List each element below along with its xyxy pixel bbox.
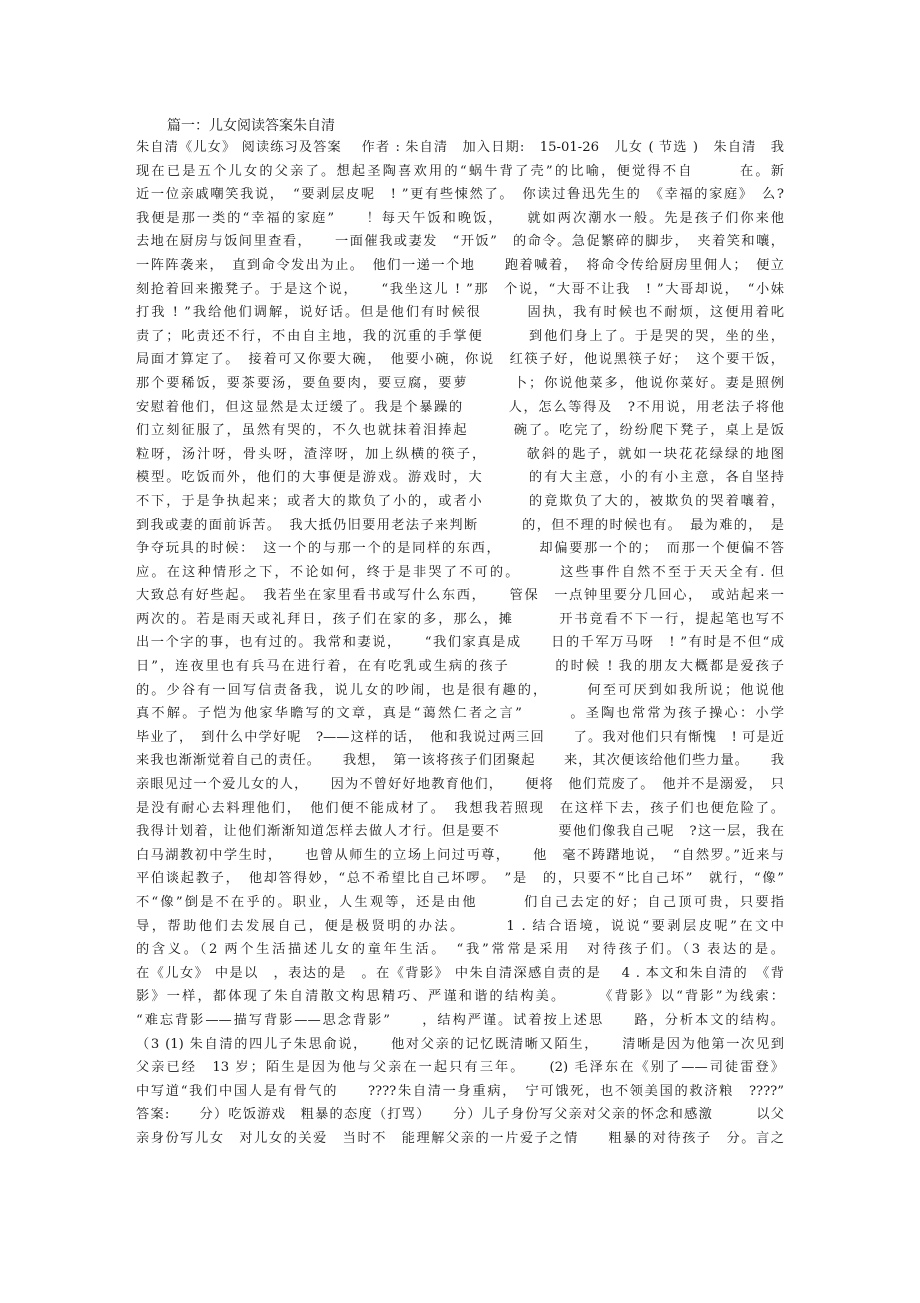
text-line: 打我 ! ”我给他们调解，说好话。但是他们有时候很 固执，我有时候也不耐烦，这便用着叱 [136,305,784,321]
text-line: 平伯谈起教子， 他却答得妙，“总不希望比自己坏啰。 ”是 的，只要不“比自己坏” 就行，“像” [136,871,784,887]
text-line: 安慰着他们，但这显然是太迂缓了。我是个暴躁的 人，怎么等得及 ?不用说，用老法子将他 [136,399,784,415]
text-line: 到我或妻的面前诉苦。 我大抵仍旧要用老法子来判断 的，但不理的时候也有。 最为难的， 是 [136,517,784,533]
text-line: 局面才算定了。 接着可又你要大碗， 他要小碗，你说 红筷子好，他说黑筷子好； 这个要干饭， [136,352,784,368]
text-line: 导，帮助他们去发展自己，便是极贤明的办法。 1 . 结合语境，说说“要剥层皮呢”在文中 [136,918,784,934]
document-body [136,136,784,1151]
text-line: 不下，于是争执起来；或者大的欺负了小的，或者小 的竟欺负了大的，被欺负的哭着嚷着， [136,493,784,509]
text-line: 的。少谷有一回写信责备我，说儿女的吵闹，也是很有趣的， 何至可厌到如我所说；他说他 [136,682,784,698]
text-line: 两次的。若是雨天或礼拜日，孩子们在家的多，那么，摊 开书竟看不下一行，提起笔也写不 [136,611,784,627]
text-line: 亲眼见过一个爱儿女的人， 因为不曾好好地教育他们， 便将 他们荒废了。 他并不是溺爱， 只 [136,777,784,793]
text-line: 争夺玩具的时候： 这一个的与那一个的是同样的东西， 却偏要那一个的； 而那一个便偏不答 [136,541,784,557]
text-line: 刻抢着回来搬凳子。于是这个说， “我坐这儿 ! ”那 个说，“大哥不让我 ! ”大哥却说， “小妹 [136,281,784,297]
page-title: 篇一：儿女阅读答案朱自清 [167,118,335,134]
text-line: 日”，连夜里也有兵马在进行着，在有吃乳或生病的孩子 的时候 ! 我的朋友大概都是爱孩子 [136,659,784,675]
text-line: 近一位亲戚嘲笑我说， “要剥层皮呢 ! ”更有些悚然了。 你读过鲁迅先生的 《幸福的家庭》 么? [136,187,784,203]
text-line: 一阵阵袭来， 直到命令发出为止。 他们一递一个地 跑着喊着， 将命令传给厨房里佣人； 便立 [136,257,784,273]
text-line: 来我也渐渐觉着自己的责任。 我想， 第一该将孩子们团聚起 来，其次便该给他们些力量。 我 [136,753,784,769]
text-line: 们立刻征服了，虽然有哭的，不久也就抹着泪捧起 碗了。吃完了，纷纷爬下凳子，桌上是饭 [136,423,784,439]
text-line: 的含义。（2 两个生活描述儿女的童年生活。 “我”常常是采用 对待孩子们。（3 表达的是。 [136,942,784,958]
text-line: 亲身份写儿女 对儿女的关爱 当时不 能理解父亲的一片爱子之情 粗暴的对待孩子 分。言之 [136,1130,784,1146]
text-line: 我得计划着，让他们渐渐知道怎样去做人才行。但是要不 要他们像我自己呢 ?这一层，我在 [136,824,784,840]
text-line: 在《儿女》 中是以 ，表达的是 。在《背影》 中朱自清深感自责的是 4 . 本文和朱自清的 《背 [136,965,784,981]
text-line: 那个要稀饭，要茶要汤，要鱼要肉，要豆腐，要萝 卜；你说他菜多，他说你菜好。妻是照例 [136,375,784,391]
text-line: （3 (1) 朱自清的四儿子朱思俞说， 他对父亲的记忆既清晰又陌生， 清晰是因为他第一次见到 [136,1036,784,1052]
text-line: 粒呀，汤汁呀，骨头呀，渣滓呀，加上纵横的筷子， 欹斜的匙子，就如一块花花绿绿的地图 [136,446,784,462]
text-line: 朱自清《儿女》 阅读练习及答案 作者 : 朱自清 加入日期: 15-01-26 儿女 ( 节选 ) 朱自清 我 [136,140,784,155]
text-line: 父亲已经 13 岁；陌生是因为他与父亲在一起只有三年。 (2) 毛泽东在《别了——司徒雷登》 [136,1060,784,1076]
text-line: “难忘背影——描写背影——思念背影” ，结构严谨。试着按上述思 路，分析本文的结构。 [136,1012,784,1028]
text-line: 我便是那一类的“幸福的家庭” ！每天午饭和晚饭， 就如两次潮水一般。先是孩子们你来他 [136,210,784,226]
text-line: 白马湖教初中学生时， 也曾从师生的立场上问过丏尊， 他 毫不踌躇地说， “自然罗。”近来与 [136,847,784,863]
text-line: 去地在厨房与饭间里查看， 一面催我或妻发 “开饭” 的命令。急促繁碎的脚步， 夹着笑和嚷， [136,234,784,250]
text-line: 出一个字的事，也有过的。我常和妻说， “我们家真是成 日的千军万马呀 ! ”有时是不但“成 [136,635,784,651]
text-line: 责了；叱责还不行，不由自主地，我的沉重的手掌便 到他们身上了。于是哭的哭，坐的坐， [136,328,784,344]
text-line: 中写道“我们中国人是有骨气的 ????朱自清一身重病， 宁可饿死，也不领美国的救济粮 ????” [136,1083,784,1099]
text-line: 影》一样，都体现了朱自清散文构思精巧、严谨和谐的结构美。 《背影》以“背影”为线索： [136,989,784,1005]
text-line: 应。在这种情形之下，不论如何，终于是非哭了不可的。 这些事件自然不至于天天全有. 但 [136,564,784,580]
text-line: 毕业了， 到什么中学好呢 ?——这样的话， 他和我说过两三回 了。我对他们只有惭愧 ! 可是近 [136,729,784,745]
text-line: 大致总有好些起。 我若坐在家里看书或写什么东西， 管保 一点钟里要分几回心， 或站起来一 [136,588,784,604]
text-line: 现在已是五个儿女的父亲了。想起圣陶喜欢用的“蜗牛背了壳”的比喻，便觉得不自 在。新 [136,163,784,179]
text-line: 是没有耐心去料理他们， 他们便不能成材了。 我想我若照现 在这样下去，孩子们也便危险了。 [136,800,784,816]
text-line: 真不解。子恺为他家华瞻写的文章，真是“蔼然仁者之言” 。圣陶也常常为孩子操心：小学 [136,706,784,722]
text-line: 答案: 分）吃饭游戏 粗暴的态度（打骂） 分）儿子身份写父亲对父亲的怀念和感激 以父 [136,1107,784,1123]
text-line: 不“像”倒是不在乎的。职业，人生观等，还是由他 们自己去定的好；自己顶可贵，只要指 [136,895,784,910]
text-line: 模型。吃饭而外，他们的大事便是游戏。游戏时，大 的有大主意，小的有小主意，各自坚持 [136,470,784,486]
